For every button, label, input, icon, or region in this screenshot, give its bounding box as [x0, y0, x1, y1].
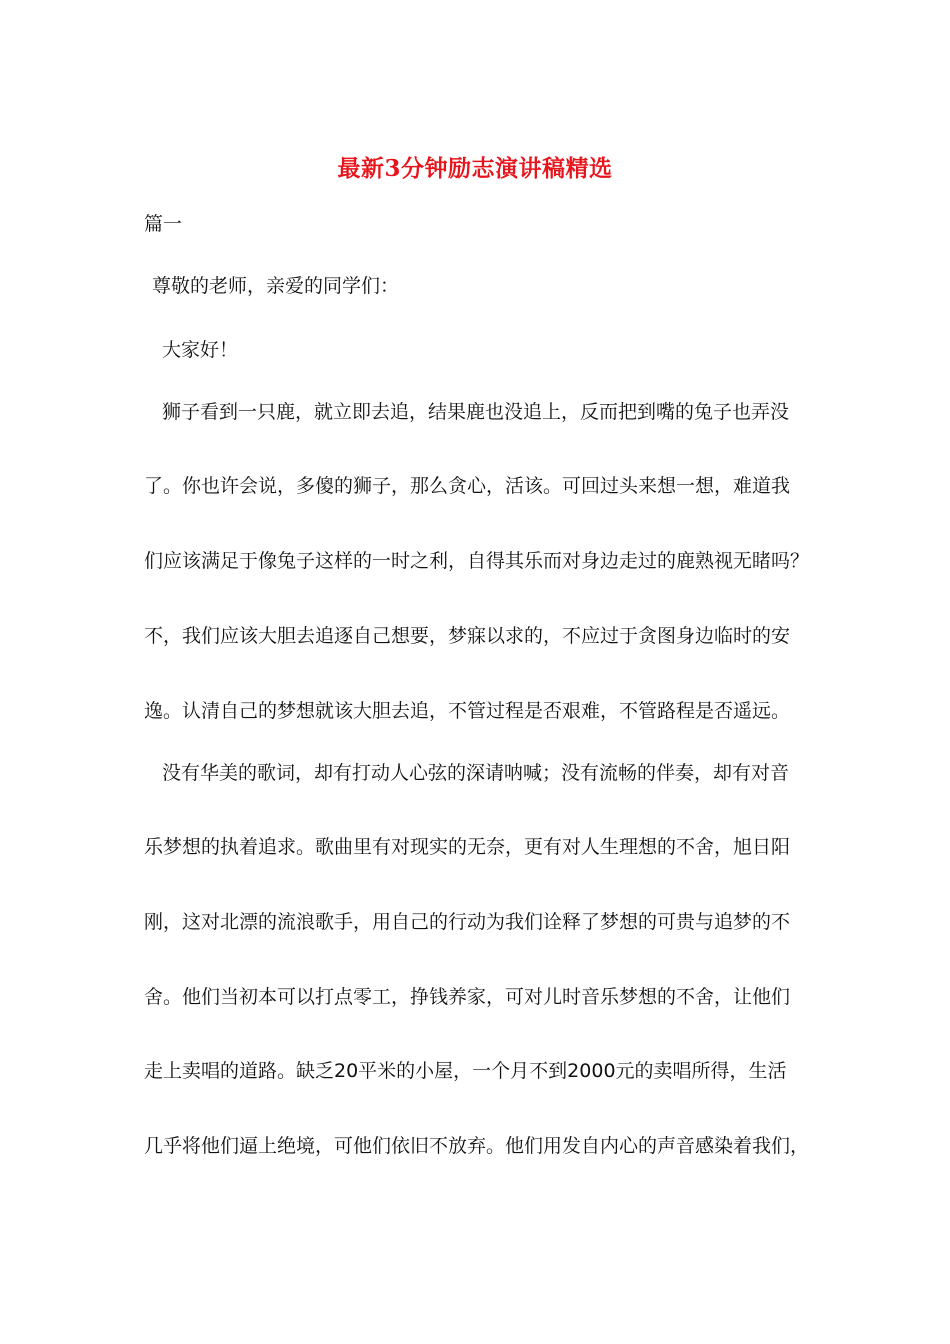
paragraph-line: 刚，这对北漂的流浪歌手，用自己的行动为我们诠释了梦想的可贵与追梦的不	[144, 911, 791, 933]
paragraph-line: 几乎将他们逼上绝境，可他们依旧不放弃。他们用发自内心的声音感染着我们，	[144, 1135, 810, 1157]
paragraph-line: 狮子看到一只鹿，就立即去追，结果鹿也没追上，反而把到嘴的兔子也弄没	[162, 401, 790, 423]
paragraph-line: 走上卖唱的道路。缺乏20平米的小屋，一个月不到2000元的卖唱所得，生活	[144, 1060, 787, 1082]
greeting: 大家好！	[162, 339, 239, 361]
document-title: 最新3分钟励志演讲稿精选	[337, 155, 613, 182]
paragraph-line: 逸。认清自己的梦想就该大胆去追，不管过程是否艰难，不管路程是否遥远。	[144, 700, 791, 722]
paragraph-line: 舍。他们当初本可以打点零工，挣钱养家，可对儿时音乐梦想的不舍，让他们	[144, 986, 791, 1008]
paragraph-line: 不，我们应该大胆去追逐自己想要，梦寐以求的，不应过于贪图身边临时的安	[144, 625, 791, 647]
paragraph-line: 们应该满足于像兔子这样的一时之利，自得其乐而对身边走过的鹿熟视无睹吗？	[144, 550, 810, 572]
paragraph-line: 了。你也许会说，多傻的狮子，那么贪心，活该。可回过头来想一想，难道我	[144, 475, 791, 497]
paragraph-line: 没有华美的歌词，却有打动人心弦的深请呐喊；没有流畅的伴奏，却有对音	[162, 762, 790, 784]
section-heading: 篇一	[144, 213, 183, 235]
salutation: 尊敬的老师，亲爱的同学们：	[152, 275, 400, 297]
paragraph-line: 乐梦想的执着追求。歌曲里有对现实的无奈，更有对人生理想的不舍，旭日阳	[144, 836, 791, 858]
